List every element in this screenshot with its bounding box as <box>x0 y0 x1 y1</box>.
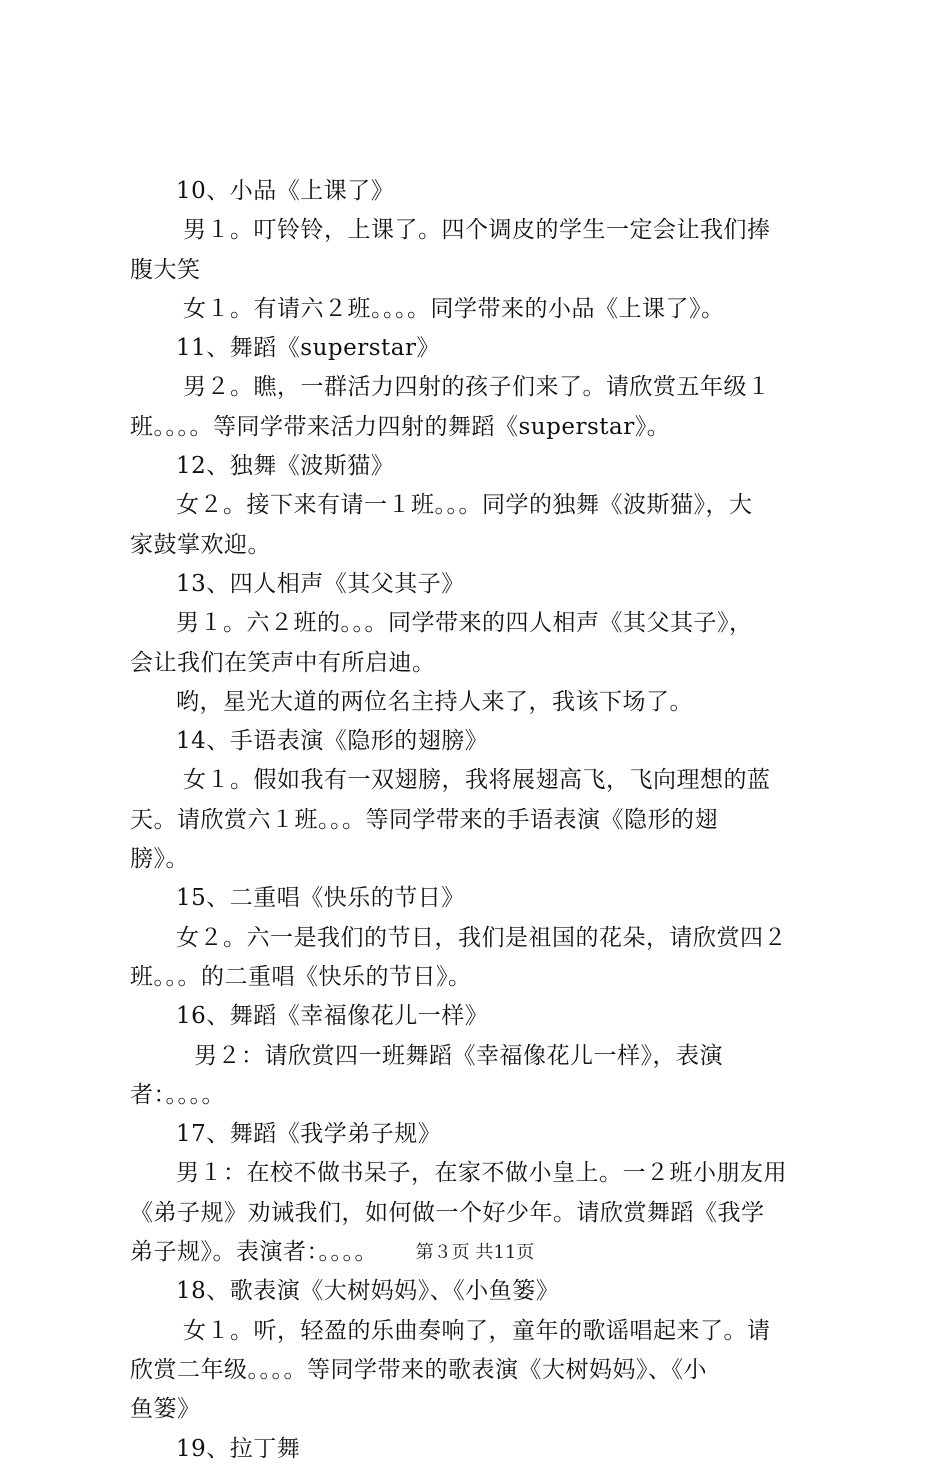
host-line: 女１。听，轻盈的乐曲奏响了，童年的歌谣唱起来了。请 <box>183 1317 771 1344</box>
host-line: 女２。接下来有请一１班。。。同学的独舞《波斯猫》，大 <box>176 492 753 519</box>
host-line-continued: 欣赏二年级。。。。等同学带来的歌表演《大树妈妈》、《小 <box>130 1356 707 1383</box>
host-line: 男１。六２班的。。。同学带来的四人相声《其父其子》， <box>176 610 753 637</box>
host-line: 哟，星光大道的两位名主持人来了，我该下场了。 <box>176 688 693 715</box>
host-line-continued: 会让我们在笑声中有所启迪。 <box>130 649 436 676</box>
program-item-heading: 17、舞蹈《我学弟子规》 <box>176 1121 442 1148</box>
host-line: 女１。有请六２班。。。。同学带来的小品《上课了》。 <box>183 295 725 322</box>
program-item-heading: 16、舞蹈《幸福像花儿一样》 <box>176 1003 489 1030</box>
host-line-continued: 班。。。。等同学带来活力四射的舞蹈《superstar》。 <box>130 413 671 440</box>
program-item-heading: 19、拉丁舞 <box>176 1435 301 1462</box>
host-line-continued: 膀》。 <box>130 846 189 873</box>
host-line: 男１：在校不做书呆子，在家不做小皇上。一２班小朋友用 <box>176 1160 787 1187</box>
host-line: 女２。六一是我们的节日，我们是祖国的花朵，请欣赏四２ <box>176 924 787 951</box>
program-item-heading: 10、小品《上课了》 <box>176 178 395 204</box>
host-line-continued: 腹大笑 <box>130 256 201 283</box>
program-item-heading: 11、舞蹈《superstar》 <box>176 335 440 362</box>
program-item-heading: 12、独舞《波斯猫》 <box>176 453 395 480</box>
document-body <box>130 172 830 1469</box>
program-item-heading: 18、歌表演《大树妈妈》、《小鱼篓》 <box>176 1278 560 1305</box>
host-line-continued: 班。。。的二重唱《快乐的节日》。 <box>130 963 472 990</box>
host-line: 男１。叮铃铃，上课了。四个调皮的学生一定会让我们捧 <box>183 217 771 244</box>
host-line: 男２：请欣赏四一班舞蹈《幸福像花儿一样》，表演 <box>194 1042 723 1069</box>
host-line: 男２。瞧，一群活力四射的孩子们来了。请欣赏五年级１ <box>183 374 771 401</box>
host-line-continued: 鱼篓》 <box>130 1396 201 1423</box>
program-item-heading: 15、二重唱《快乐的节日》 <box>176 885 465 912</box>
program-item-heading: 13、四人相声《其父其子》 <box>176 570 465 597</box>
host-line-continued: 者：。。。。 <box>130 1081 225 1108</box>
program-item-heading: 14、手语表演《隐形的翅膀》 <box>176 728 489 755</box>
host-line-continued: 弟子规》。表演者：。。。。 <box>130 1239 378 1266</box>
host-line-continued: 天。请欣赏六１班。。。等同学带来的手语表演《隐形的翅 <box>130 806 718 833</box>
host-line: 女１。假如我有一双翅膀，我将展翅高飞，飞向理想的蓝 <box>183 767 771 794</box>
page-number-footer: 第３页 共11页 <box>415 1242 535 1263</box>
host-line-continued: 家鼓掌欢迎。 <box>130 531 271 558</box>
host-line-continued: 《弟子规》劝诫我们，如何做一个好少年。请欣赏舞蹈《我学 <box>130 1199 765 1226</box>
